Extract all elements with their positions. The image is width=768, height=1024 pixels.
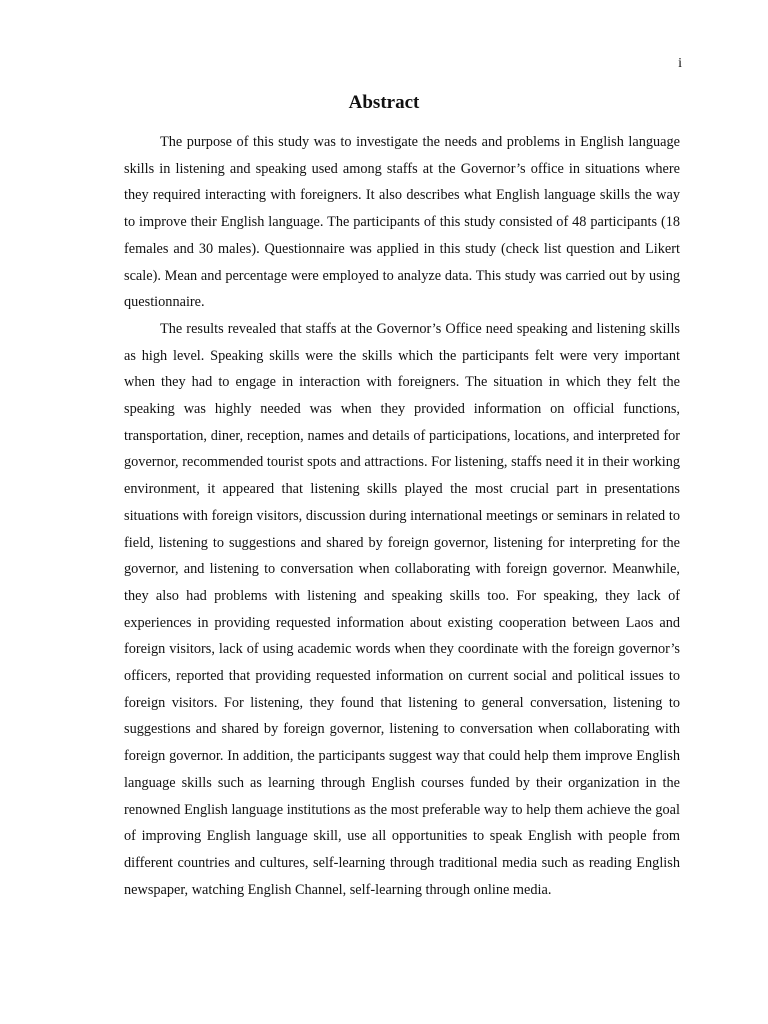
abstract-paragraph-2: The results revealed that staffs at the Governor’s Office need speaking and listening skills as high level. Speaking skills were the skills which the participants felt were very important when they had to engage in interaction with foreigners. The situation in which they felt the speaking was highly needed was when they provided information on official functions, transportation, diner, reception, names and details of participations, locations, and interpreted for governor, recommended tourist spots and attractions. For listening, staffs need it in their working environment, it appeared that listening skills played the most crucial part in presentations situations with foreign visitors, discussion during international meetings or seminars in related to field, listening to suggestions and shared by foreign governor, listening for interpreting for the governor, and listening to conversation when collaborating with foreign governor. Meanwhile, they also had problems with listening and speaking skills too. For speaking, they lack of experiences in providing requested information about existing cooperation between Laos and foreign visitors, lack of using academic words when they coordinate with the foreign governor’s officers, reported that providing requested information on current social and political issues to foreign visitors. For listening, they found that listening to general conversation, listening to suggestions and shared by foreign governor, listening to conversation when collaborating with foreign governor. In addition, the participants suggest way that could help them improve English language skills such as learning through English courses funded by their organization in the renowned English language institutions as the most preferable way to help them achieve the goal of improving English language skill, use all opportunities to speak English with people from different countries and cultures, self-learning through traditional media such as reading English newspaper, watching English Channel, self-learning through online media. — [124, 320, 680, 898]
page-number: i — [678, 56, 682, 71]
abstract-paragraph-1: The purpose of this study was to investigate the needs and problems in English language skills in listening and speaking used among staffs at the Governor’s office in situations where they required interacting with foreigners. It also describes what English language skills the way to improve their English language. The participants of this study consisted of 48 participants (18 females and 30 males). Questionnaire was applied in this study (check list question and Likert scale). Mean and percentage were employed to analyze data. This study was carried out by using questionnaire. — [124, 134, 680, 311]
abstract-body — [124, 129, 680, 903]
abstract-title: Abstract — [348, 92, 420, 113]
